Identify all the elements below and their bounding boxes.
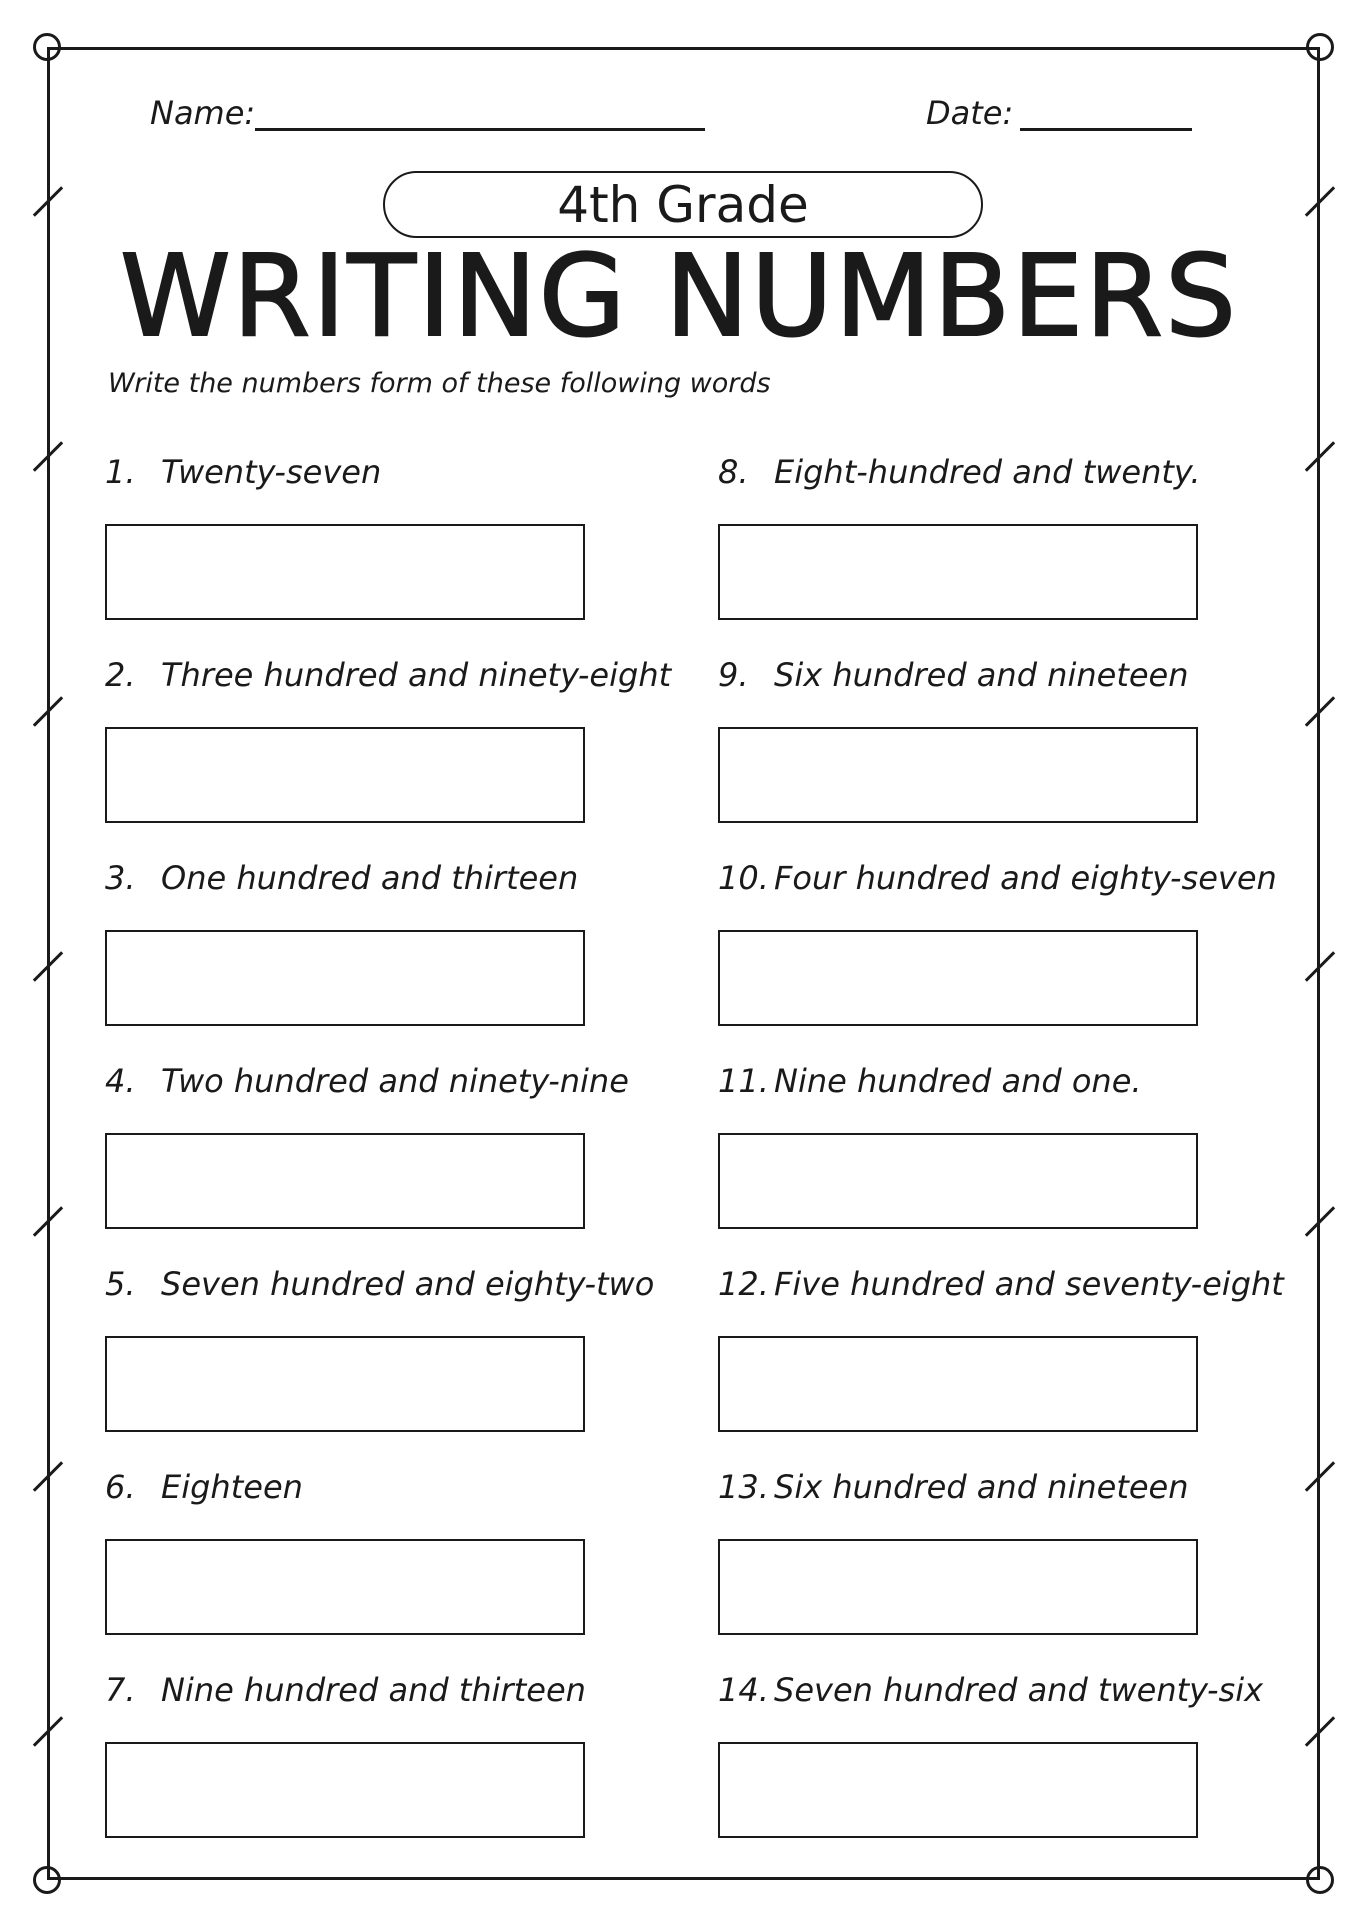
question-number: 4. bbox=[105, 1062, 136, 1100]
question-text: Three hundred and ninety-eight bbox=[161, 656, 672, 694]
question-text: Seven hundred and eighty-two bbox=[161, 1265, 655, 1303]
question-number: 13. bbox=[718, 1468, 769, 1506]
question-text: Four hundred and eighty-seven bbox=[774, 859, 1277, 897]
question-number: 5. bbox=[105, 1265, 136, 1303]
answer-box[interactable] bbox=[105, 1742, 585, 1838]
grade-badge: 4th Grade bbox=[383, 171, 983, 238]
answer-box[interactable] bbox=[718, 524, 1198, 620]
question-item bbox=[718, 1465, 1198, 1635]
question-item bbox=[105, 653, 672, 823]
question-item bbox=[105, 1262, 655, 1432]
name-label: Name: bbox=[150, 94, 256, 132]
answer-box[interactable] bbox=[718, 1133, 1198, 1229]
answer-box[interactable] bbox=[718, 1742, 1198, 1838]
question-number: 3. bbox=[105, 859, 136, 897]
date-line[interactable] bbox=[1020, 128, 1192, 131]
answer-box[interactable] bbox=[718, 1336, 1198, 1432]
answer-box[interactable] bbox=[105, 1336, 585, 1432]
corner-circle-bottom-right bbox=[1306, 1866, 1334, 1894]
question-number: 9. bbox=[718, 656, 749, 694]
question-text: Six hundred and nineteen bbox=[774, 1468, 1189, 1506]
question-item bbox=[718, 1059, 1198, 1229]
question-number: 14. bbox=[718, 1671, 769, 1709]
question-text: Seven hundred and twenty-six bbox=[774, 1671, 1264, 1709]
answer-box[interactable] bbox=[718, 1539, 1198, 1635]
page-title: WRITING NUMBERS bbox=[119, 232, 1239, 362]
question-item bbox=[105, 450, 585, 620]
question-item bbox=[718, 450, 1201, 620]
question-text: Five hundred and seventy-eight bbox=[774, 1265, 1284, 1303]
question-number: 12. bbox=[718, 1265, 769, 1303]
question-item bbox=[105, 1668, 585, 1838]
date-label: Date: bbox=[926, 94, 1014, 132]
answer-box[interactable] bbox=[105, 1539, 585, 1635]
corner-circle-top-right bbox=[1306, 33, 1334, 61]
question-item bbox=[105, 1465, 585, 1635]
corner-circle-bottom-left bbox=[33, 1866, 61, 1894]
question-item bbox=[718, 653, 1198, 823]
corner-circle-top-left bbox=[33, 33, 61, 61]
question-item bbox=[718, 1668, 1264, 1838]
question-number: 1. bbox=[105, 453, 136, 491]
question-text: Two hundred and ninety-nine bbox=[161, 1062, 629, 1100]
question-text: Six hundred and nineteen bbox=[774, 656, 1189, 694]
instructions: Write the numbers form of these following words bbox=[108, 368, 771, 399]
question-item bbox=[718, 856, 1277, 1026]
question-number: 10. bbox=[718, 859, 769, 897]
question-number: 7. bbox=[105, 1671, 136, 1709]
question-text: Nine hundred and thirteen bbox=[161, 1671, 586, 1709]
question-item bbox=[718, 1262, 1284, 1432]
question-text: Twenty-seven bbox=[161, 453, 382, 491]
question-text: Nine hundred and one. bbox=[774, 1062, 1142, 1100]
question-item bbox=[105, 1059, 629, 1229]
answer-box[interactable] bbox=[105, 1133, 585, 1229]
question-number: 11. bbox=[718, 1062, 769, 1100]
question-text: Eighteen bbox=[161, 1468, 303, 1506]
answer-box[interactable] bbox=[105, 524, 585, 620]
question-item bbox=[105, 856, 585, 1026]
question-number: 8. bbox=[718, 453, 749, 491]
answer-box[interactable] bbox=[105, 727, 585, 823]
question-number: 2. bbox=[105, 656, 136, 694]
answer-box[interactable] bbox=[718, 930, 1198, 1026]
name-line[interactable] bbox=[255, 128, 705, 131]
question-number: 6. bbox=[105, 1468, 136, 1506]
answer-box[interactable] bbox=[105, 930, 585, 1026]
question-text: One hundred and thirteen bbox=[161, 859, 579, 897]
answer-box[interactable] bbox=[718, 727, 1198, 823]
question-text: Eight-hundred and twenty. bbox=[774, 453, 1201, 491]
